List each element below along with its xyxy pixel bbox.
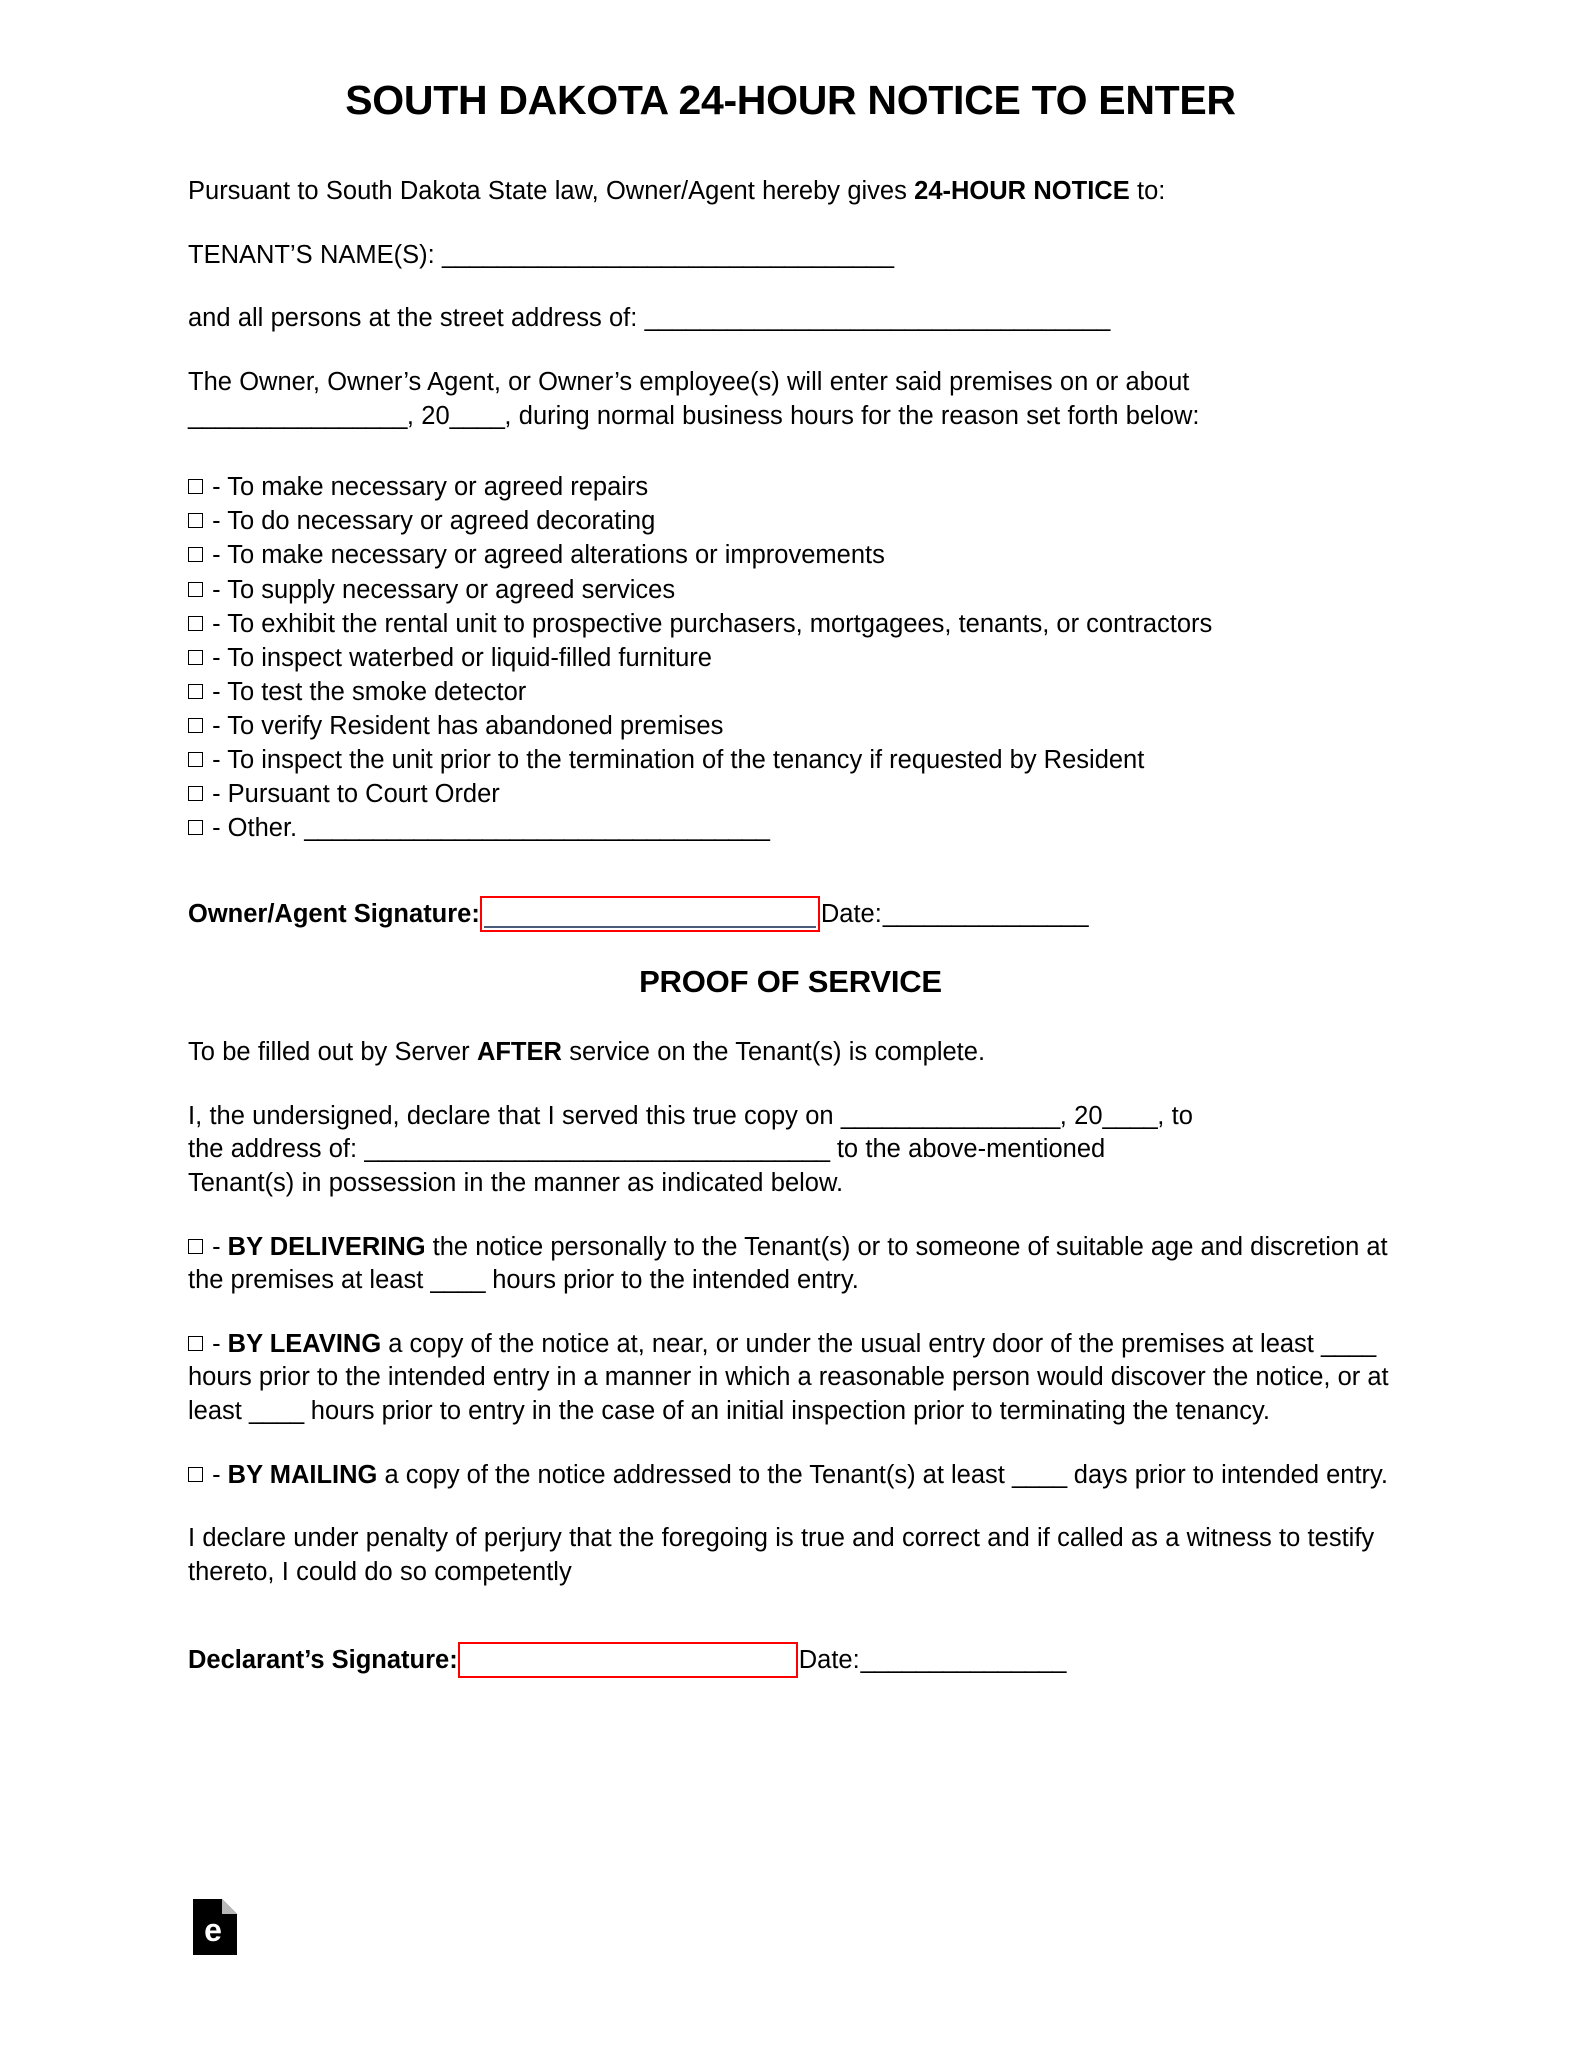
delivery-text-b: hours prior to the intended entry. [485, 1266, 859, 1295]
document-content [188, 0, 1393, 1678]
reason-separator: - [205, 779, 228, 808]
entry-line-tail: , during normal business hours for the reason set forth below: [504, 401, 1200, 430]
entry-year-field[interactable]: ____ [449, 401, 505, 430]
reason-item-repairs[interactable] [188, 473, 1393, 507]
reason-item-services[interactable] [188, 576, 1393, 610]
checkbox-icon[interactable] [188, 752, 203, 767]
reason-other-field[interactable]: __________________________________ [304, 813, 770, 842]
delivery-method-name: BY MAILING [227, 1460, 378, 1489]
reason-separator: - [205, 813, 228, 842]
checkbox-icon[interactable] [188, 479, 203, 494]
delivery-method-mailing[interactable] [188, 1459, 1393, 1493]
owner-signature-row [188, 896, 1393, 932]
delivery-method-delivering[interactable] [188, 1231, 1393, 1298]
leaving-hours-field-1[interactable]: ____ [1320, 1329, 1376, 1358]
entry-date-field[interactable]: ________________ [188, 401, 407, 430]
declarant-signature-field[interactable] [458, 1642, 798, 1678]
declarant-signature-row [188, 1642, 1393, 1678]
delivering-hours-field[interactable]: ____ [430, 1266, 486, 1295]
perjury-statement: I declare under penalty of perjury that the foregoing is true and correct and if called as a witness to testify thereto, I could do so competently [188, 1524, 1375, 1587]
reason-other-label: Other. [227, 813, 305, 842]
delivery-text-c: hours prior to entry in the case of an initial inspection prior to terminating the tenancy. [303, 1397, 1270, 1426]
reason-separator: - [205, 575, 228, 604]
reason-label: To make necessary or agreed repairs [227, 473, 649, 502]
delivery-text-a: a copy of the notice at, near, or under the usual entry door of the premises at least [381, 1329, 1321, 1358]
declarant-signature-label: Declarant’s Signature: [188, 1646, 458, 1675]
delivery-text-a: the notice personally to the Tenant(s) or to someone of suitable age and discretion at the premises at least [188, 1232, 1388, 1295]
reason-label: To make necessary or agreed alterations or improvements [227, 541, 885, 570]
reason-separator: - [205, 745, 228, 774]
instruction-suffix: service on the Tenant(s) is complete. [561, 1037, 986, 1066]
intro-paragraph [188, 175, 1393, 209]
reason-label: To inspect the unit prior to the termination of the tenancy if requested by Resident [227, 745, 1145, 774]
reason-label: To verify Resident has abandoned premises [227, 711, 724, 740]
entry-line-one: The Owner, Owner’s Agent, or Owner’s employee(s) will enter said premises on or about [188, 368, 1190, 397]
street-address-line [188, 302, 1393, 336]
entry-datetime-paragraph [188, 366, 1393, 433]
owner-signature-field[interactable] [480, 896, 820, 932]
intro-bold-notice: 24-HOUR NOTICE [914, 177, 1130, 206]
reason-item-waterbed[interactable] [188, 644, 1393, 678]
reason-separator: - [205, 643, 228, 672]
delivery-separator: - [205, 1329, 228, 1358]
owner-signature-date-field[interactable]: _______________ [882, 900, 1089, 929]
owner-signature-label: Owner/Agent Signature: [188, 900, 480, 929]
reason-item-other[interactable] [188, 814, 1393, 848]
tenant-name-field[interactable]: _________________________________ [442, 240, 894, 269]
checkbox-icon[interactable] [188, 786, 203, 801]
checkbox-icon[interactable] [188, 718, 203, 733]
reason-item-exhibit-unit[interactable] [188, 610, 1393, 644]
tenant-name-line [188, 239, 1393, 273]
proof-of-service-heading: PROOF OF SERVICE [639, 963, 942, 999]
instruction-prefix: To be filled out by Server [188, 1037, 477, 1066]
declarant-signature-date-field[interactable]: _______________ [860, 1646, 1066, 1675]
delivery-method-name: BY DELIVERING [227, 1232, 426, 1261]
tenant-name-label: TENANT’S NAME(S): [188, 240, 442, 269]
reason-item-decorating[interactable] [188, 507, 1393, 541]
reason-label: To exhibit the rental unit to prospective purchasers, mortgagees, tenants, or contractors [227, 609, 1213, 638]
reason-separator: - [205, 711, 228, 740]
reason-checkbox-list [188, 473, 1393, 848]
declaration-line2-tail: to the above-mentioned [829, 1135, 1106, 1164]
checkbox-icon[interactable] [188, 616, 203, 631]
entry-year-prefix: , 20 [406, 401, 450, 430]
checkbox-icon[interactable] [188, 1336, 203, 1351]
declaration-line3: Tenant(s) in possession in the manner as indicated below. [188, 1168, 844, 1197]
checkbox-icon[interactable] [188, 684, 203, 699]
declarant-signature-date-label: Date: [798, 1646, 860, 1675]
reason-label: To test the smoke detector [227, 677, 527, 706]
reason-label: To do necessary or agreed decorating [227, 507, 656, 536]
street-address-label: and all persons at the street address of: [188, 304, 645, 333]
reason-label: To inspect waterbed or liquid-filled furniture [227, 643, 712, 672]
reason-item-smoke-detector[interactable] [188, 678, 1393, 712]
service-declaration [188, 1100, 1393, 1201]
owner-signature-date-label: Date: [820, 900, 882, 929]
eforms-document-icon [193, 1899, 237, 1955]
leaving-hours-field-2[interactable]: ____ [248, 1397, 304, 1426]
declaration-line1-tail: , to [1157, 1101, 1193, 1130]
page-title: SOUTH DAKOTA 24-HOUR NOTICE TO ENTER [345, 77, 1236, 123]
delivery-separator: - [205, 1232, 228, 1261]
delivery-text-b: hours prior to the intended entry in a manner in which a reasonable person would discover the notice, or at least [188, 1363, 1389, 1426]
declaration-lead: I, the undersigned, declare that I served this true copy on [188, 1101, 841, 1130]
reason-separator: - [205, 541, 228, 570]
delivery-separator: - [205, 1460, 228, 1489]
checkbox-icon[interactable] [188, 1239, 203, 1254]
checkbox-icon[interactable] [188, 582, 203, 597]
reason-separator: - [205, 609, 228, 638]
reason-item-pre-termination-inspection[interactable] [188, 746, 1393, 780]
service-year-field[interactable]: ____ [1102, 1101, 1158, 1130]
reason-separator: - [205, 473, 228, 502]
reason-item-abandoned[interactable] [188, 712, 1393, 746]
service-address-field[interactable]: __________________________________ [364, 1135, 830, 1164]
server-instruction [188, 1036, 1393, 1070]
service-year-prefix: , 20 [1059, 1101, 1103, 1130]
delivery-text-a: a copy of the notice addressed to the Tenant(s) at least [377, 1460, 1012, 1489]
mailing-days-field[interactable]: ____ [1011, 1460, 1067, 1489]
service-address-label: the address of: [188, 1135, 365, 1164]
reason-label: To supply necessary or agreed services [227, 575, 676, 604]
checkbox-icon[interactable] [188, 513, 203, 528]
intro-prefix: Pursuant to South Dakota State law, Owner/Agent hereby gives [188, 177, 915, 206]
delivery-method-leaving[interactable] [188, 1328, 1393, 1429]
reason-separator: - [205, 677, 228, 706]
service-date-field[interactable]: ________________ [840, 1101, 1060, 1130]
delivery-method-name: BY LEAVING [227, 1329, 382, 1358]
checkbox-icon[interactable] [188, 820, 203, 835]
instruction-bold-after: AFTER [476, 1037, 562, 1066]
reason-separator: - [205, 507, 228, 536]
checkbox-icon[interactable] [188, 650, 203, 665]
checkbox-icon[interactable] [188, 547, 203, 562]
checkbox-icon[interactable] [188, 1467, 203, 1482]
reason-label: Pursuant to Court Order [227, 779, 500, 808]
intro-suffix: to: [1129, 177, 1166, 206]
svg-text:e: e [204, 1912, 222, 1948]
reason-item-alterations[interactable] [188, 541, 1393, 575]
delivery-text-b: days prior to intended entry. [1066, 1460, 1388, 1489]
street-address-field[interactable]: __________________________________ [644, 304, 1110, 333]
eforms-logo [193, 1899, 237, 1955]
reason-item-court-order[interactable] [188, 780, 1393, 814]
